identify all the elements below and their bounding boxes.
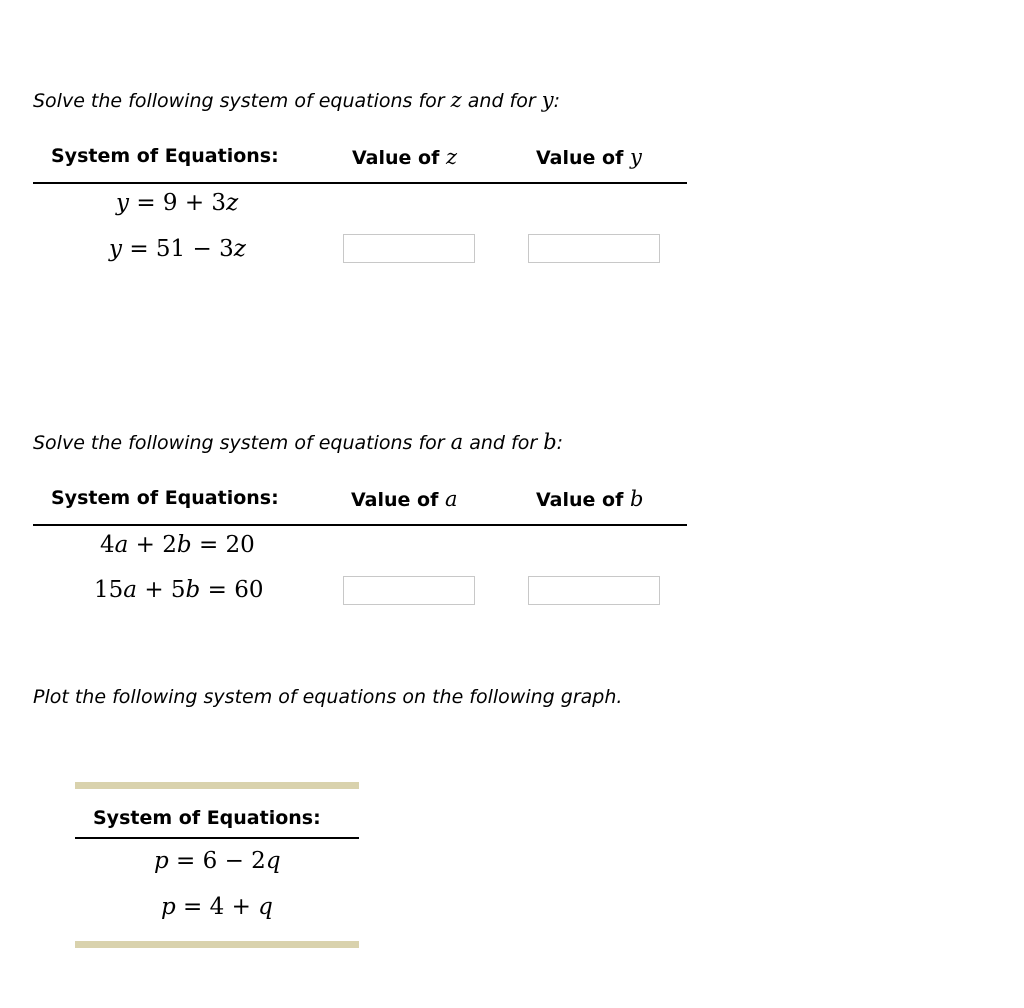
problem1-prompt-suffix: :	[553, 90, 561, 112]
eq-lhs: y	[109, 236, 122, 262]
problem2-header-value2-prefix: Value of	[536, 489, 624, 511]
problem3-top-band	[75, 782, 359, 789]
eq-rhs-var: q	[265, 848, 281, 874]
problem2-prompt-prefix: Solve the following system of equations for	[33, 432, 445, 454]
problem2-header-system: System of Equations:	[51, 487, 279, 509]
eq-var: b	[176, 532, 192, 558]
problem1-equation-2	[109, 236, 246, 262]
eq-rel: =	[207, 577, 227, 603]
eq-coef: 5	[170, 577, 186, 603]
problem2-prompt-var1: a	[450, 430, 464, 454]
problem3-equation-box	[75, 782, 359, 948]
eq-var: b	[185, 577, 201, 603]
problem3-equation-1	[154, 848, 281, 874]
problem1-equation-1	[116, 190, 238, 216]
problem2-value1-input[interactable]	[343, 576, 475, 605]
eq-rhs-var: z	[226, 190, 239, 216]
problem1-header-value1-prefix: Value of	[352, 147, 440, 169]
problem1-header-value1	[352, 145, 457, 169]
eq-lhs: p	[154, 848, 169, 874]
eq-rhs: 20	[225, 532, 255, 558]
eq-coef: 2	[162, 532, 177, 558]
problem2-prompt-connector: and for	[469, 432, 538, 454]
problem3-bottom-band	[75, 941, 359, 948]
problem2-prompt-suffix: :	[556, 432, 564, 454]
problem1-value1-input[interactable]	[343, 234, 475, 263]
problem2-prompt-var2: b	[543, 430, 557, 454]
problem1-header-value2-var: y	[629, 145, 642, 169]
eq-var: a	[123, 577, 137, 603]
eq-rel: =	[129, 236, 149, 262]
problem2-header-value1	[351, 487, 458, 511]
eq-rhs: 6 − 2	[202, 848, 266, 874]
eq-rhs: 51 − 3	[155, 236, 234, 262]
eq-rel: =	[136, 190, 156, 216]
problem1-header-value1-var: z	[445, 145, 458, 169]
problem3-header-divider	[75, 837, 359, 839]
problem2-header-value2-var: b	[629, 487, 644, 511]
problem2-header-divider	[33, 524, 687, 526]
eq-var: a	[114, 532, 129, 558]
eq-coef: 15	[94, 577, 124, 603]
problem2-header-value1-prefix: Value of	[351, 489, 439, 511]
problem1-header-divider	[33, 182, 687, 184]
problem2-header-value1-var: a	[444, 487, 458, 511]
problem1-header-value2-prefix: Value of	[536, 147, 624, 169]
eq-rhs-var: z	[233, 236, 246, 262]
problem1-header-system: System of Equations:	[51, 145, 279, 167]
eq-op: +	[144, 577, 164, 603]
eq-lhs: p	[161, 894, 176, 920]
problem3-equation-2	[161, 894, 273, 920]
problem3-prompt: Plot the following system of equations on the following graph.	[33, 686, 623, 708]
problem1-prompt	[33, 88, 560, 112]
eq-op: +	[135, 532, 155, 558]
problem2-equation-1	[100, 532, 255, 558]
eq-rhs: 4 +	[209, 894, 251, 920]
eq-lhs: y	[116, 190, 129, 216]
problem1-header-value2	[536, 145, 642, 169]
eq-rhs: 60	[234, 577, 264, 603]
problem1-prompt-prefix: Solve the following system of equations for	[33, 90, 445, 112]
problem1-prompt-connector: and for	[467, 90, 536, 112]
problem2-value2-input[interactable]	[528, 576, 660, 605]
eq-rhs: 9 + 3	[162, 190, 227, 216]
problem1-value2-input[interactable]	[528, 234, 660, 263]
eq-coef: 4	[100, 532, 115, 558]
problem2-header-value2	[536, 487, 643, 511]
eq-rhs-var: q	[258, 894, 273, 920]
problem2-equation-2	[94, 577, 263, 603]
problem3-header-system: System of Equations:	[93, 807, 321, 829]
eq-rel: =	[183, 894, 203, 920]
eq-rel: =	[198, 532, 219, 558]
eq-rel: =	[176, 848, 196, 874]
problem1-prompt-var1: z	[450, 88, 462, 112]
problem1-prompt-var2: y	[541, 88, 554, 112]
problem2-prompt	[33, 430, 563, 454]
